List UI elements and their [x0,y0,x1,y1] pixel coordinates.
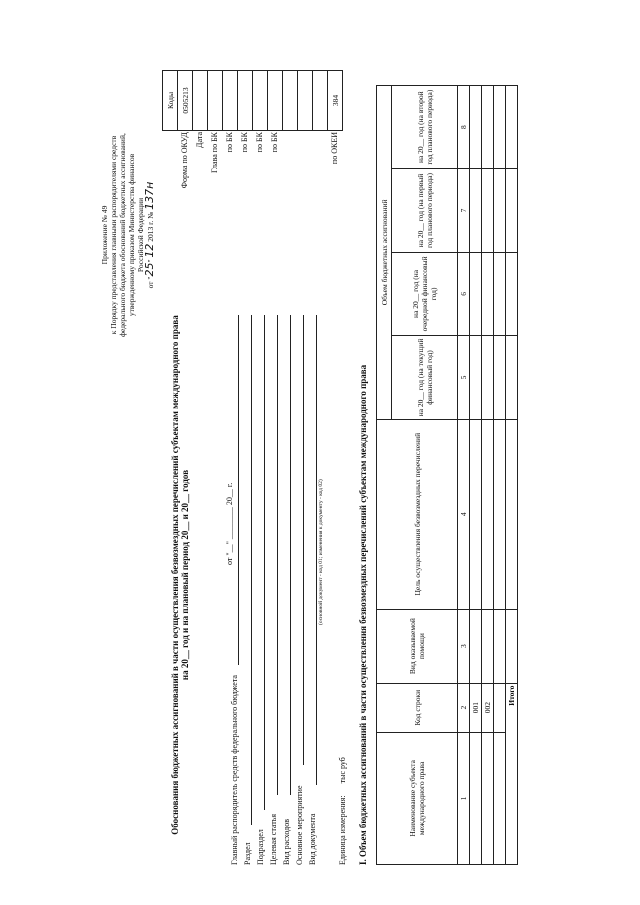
label-bk-4: по БК [270,132,279,153]
label-bk-3: по БК [255,132,264,153]
codes-header: Коды [163,71,178,131]
field-line-2 [251,315,252,825]
field-vid-documenta: Вид документа [308,813,317,865]
table-row [482,86,494,865]
col-number: 2 [458,683,470,732]
document-title: Обоснования бюджетных ассигнований в части осуществления безвозмездных перечислений субъектам международного права на 20__ год и на плановый период 20__ и 20__ годов [170,315,190,835]
field-line-6 [303,315,304,765]
code-extra-3 [298,71,313,131]
doc-type-note: (основной документ - код 01; изменения к документу - код 02) [318,479,324,625]
field-line-1 [238,315,239,665]
document-date: от "__" ________ 20__ г. [225,482,234,565]
appendix-number: Приложение № 49 [100,205,109,265]
col-number: 3 [458,609,470,683]
field-osnovnoe: Основное мероприятие [295,785,304,865]
appendix-month: 12 [143,243,156,258]
label-bk-1: по БК [225,132,234,153]
field-podrazdel: Подраздел [256,829,265,865]
label-bk-2: по БК [240,132,249,153]
appendix-block [100,70,155,400]
unit-label: Единица измерения: [338,795,347,865]
field-line-7 [316,315,317,785]
appendix-text-2: федерального бюджета обоснований бюджетных ассигнований, [118,133,127,337]
appendix-date-line: от "25" 12 2013 г. № 137н [143,181,156,289]
code-razdel [223,71,238,131]
th-year-6: на 20__ год (на очередной финансовый год) [392,252,458,336]
row-code: 001 [470,683,482,732]
th-name: Наименование субъекта международного права [377,732,458,864]
unit-value: тыс руб [338,757,347,784]
th-year-7: на 20__ год (на первый год планового периода) [392,169,458,252]
col-number: 7 [458,169,470,252]
code-date [193,71,208,131]
col-number: 4 [458,419,470,609]
th-volume: Объем бюджетных ассигнований [377,86,392,420]
codes-labels [177,132,342,222]
field-line-4 [277,315,278,795]
th-code: Код строки [377,683,458,732]
field-line-5 [290,315,291,795]
appendix-text-1: к Порядку представления главными распорядителями средств [109,135,118,335]
unit-line [338,757,347,865]
table-row [494,86,506,865]
col-number: 6 [458,252,470,336]
row-code: 002 [482,683,494,732]
field-vid-rashodov: Вид расходов [282,819,291,865]
code-okei: 384 [328,71,343,131]
field-celevaya: Целевая статья [269,813,278,865]
rotated-document [100,70,570,865]
code-okud: 0505213 [178,71,193,131]
th-year-5: на 20__ год (на текущий финансовый год) [392,336,458,420]
th-year-8: на 20__ год (на второй год планового периода) [392,86,458,169]
label-okei: по ОКЕИ [330,132,339,165]
code-extra-1 [268,71,283,131]
appendix-text-4: Российской Федерации [136,197,145,273]
appendix-day: 25 [143,262,156,277]
col-number: 8 [458,86,470,169]
section-title: I. Объем бюджетных ассигнований в части осуществления безвозмездных перечислений субъектам международного права [358,364,368,865]
code-glava [208,71,223,131]
field-razdel: Раздел [243,842,252,865]
code-extra-2 [283,71,298,131]
appendix-text-3: утвержденному приказом Министерства финансов [127,153,136,317]
field-glavny: Главный распорядитель средств федерального бюджета [230,675,239,865]
field-line-3 [264,315,265,810]
code-vid [253,71,268,131]
th-aid: Вид оказываемой помощи [377,609,458,683]
total-label: Итого [506,683,518,864]
code-celevaya [238,71,253,131]
col-number: 5 [458,336,470,420]
appendix-order-number: 137н [143,181,156,210]
label-date: Дата [195,132,204,148]
label-okud: Форма по ОКУД [180,132,189,189]
total-row [506,86,518,865]
label-glava: Глава по БК [210,132,219,173]
th-purpose: Цель осуществления безвозмездных перечислений [377,419,458,609]
code-extra-4 [313,71,328,131]
budget-table [376,85,518,865]
codes-table [162,70,343,131]
fields-block [228,665,319,865]
col-number: 1 [458,732,470,864]
table-row [470,86,482,865]
